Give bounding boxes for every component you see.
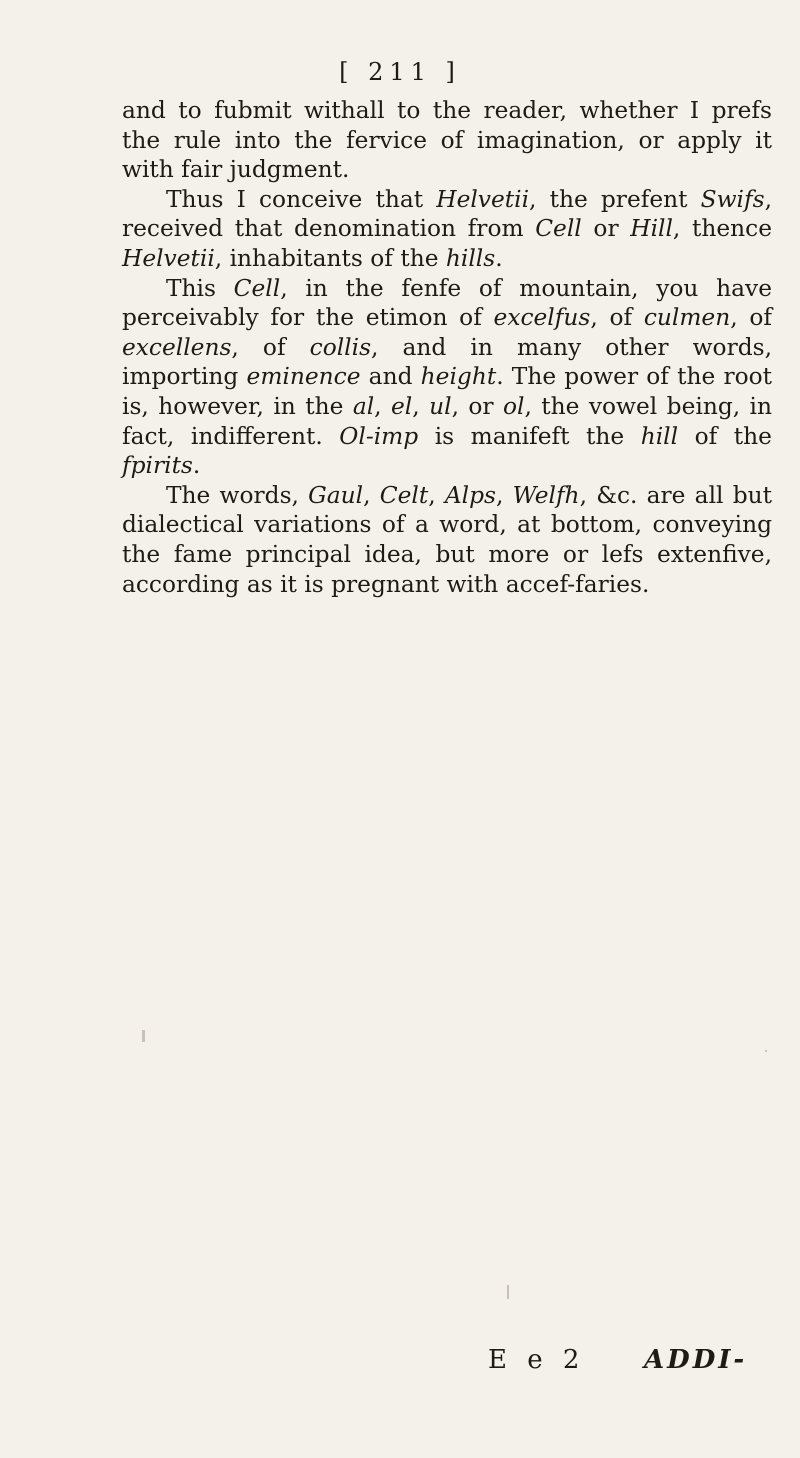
italic-term: Swifs [700, 185, 765, 213]
text-run: , [412, 392, 430, 420]
italic-term: Helvetii [122, 244, 215, 272]
italic-term: hills [445, 244, 496, 272]
italic-term: al [352, 392, 375, 420]
text-run: , thence [672, 215, 780, 243]
text-run: , of [231, 333, 310, 361]
paper-speck [507, 1285, 509, 1299]
text-run: , &c. are all but dialectical variations of a word, at bottom, conveying the fame principal idea, but more or lefs extenfive, according as it is pregnant with accef-faries. [122, 481, 780, 598]
text-run: . The power of the root is, however, in the [122, 363, 780, 420]
text-run: of the [678, 422, 780, 450]
italic-term: collis [309, 333, 372, 361]
text-run: . [495, 244, 503, 272]
italic-term: ol [502, 392, 525, 420]
paragraph [122, 274, 780, 481]
text-run: Thus I conceive that [166, 185, 437, 213]
signature-mark: E e 2 [488, 1345, 586, 1375]
paragraph [122, 96, 780, 185]
text-run: and [360, 363, 421, 391]
italic-term: Alps [444, 481, 497, 509]
italic-term: Welfh [512, 481, 580, 509]
page-number: [ 211 ] [339, 58, 461, 86]
text-run: or [581, 215, 631, 243]
text-run: , [374, 392, 391, 420]
paragraph [122, 185, 780, 274]
text-run: , the vowel being, in fact, indifferent. [122, 392, 780, 450]
italic-term: eminence [246, 363, 361, 391]
italic-term: Helvetii [436, 185, 530, 213]
page-footer [0, 1345, 800, 1385]
text-run: The words, [166, 481, 309, 509]
italic-term: el [391, 392, 413, 420]
italic-term: Cell [233, 274, 281, 302]
text-run: , received that denomination from [122, 185, 780, 243]
italic-term: height [420, 363, 497, 391]
paper-speck [765, 1050, 767, 1052]
italic-term: hill [640, 422, 679, 450]
italic-term: excellens [122, 333, 232, 361]
text-run: , [428, 481, 445, 509]
text-run: , of [730, 304, 780, 332]
italic-term: ul [429, 392, 452, 420]
paragraph [122, 481, 780, 599]
italic-term: Ol-imp [339, 422, 419, 450]
body-text [122, 96, 780, 599]
text-run: is manifeft the [418, 422, 641, 450]
italic-term: Hill [630, 215, 673, 243]
text-run: , or [451, 392, 503, 420]
text-run: . [192, 452, 201, 480]
text-run: , the prefent [529, 185, 701, 213]
text-run: , in the fenfe of mountain, you have perceivably for the etimon of [122, 274, 780, 332]
italic-term: Celt [379, 481, 429, 509]
catchword: ADDI- [644, 1345, 748, 1375]
italic-term: fpirits [122, 452, 193, 480]
text-run: , [496, 481, 513, 509]
italic-term: Cell [535, 215, 582, 243]
paper-speck [142, 1030, 145, 1042]
text-run: This [166, 274, 234, 302]
text-run: and to fubmit withall to the reader, whether I prefs the rule into the fervice of imagination, or apply it with fair judgment. [122, 97, 780, 184]
italic-term: excelfus [493, 304, 591, 332]
italic-term: Gaul [308, 481, 364, 509]
text-run: , and in many other words, importing [122, 333, 780, 391]
text-run: , inhabitants of the [214, 244, 446, 272]
text-run: , of [590, 304, 644, 332]
italic-term: culmen [643, 304, 731, 332]
text-run: , [363, 481, 380, 509]
